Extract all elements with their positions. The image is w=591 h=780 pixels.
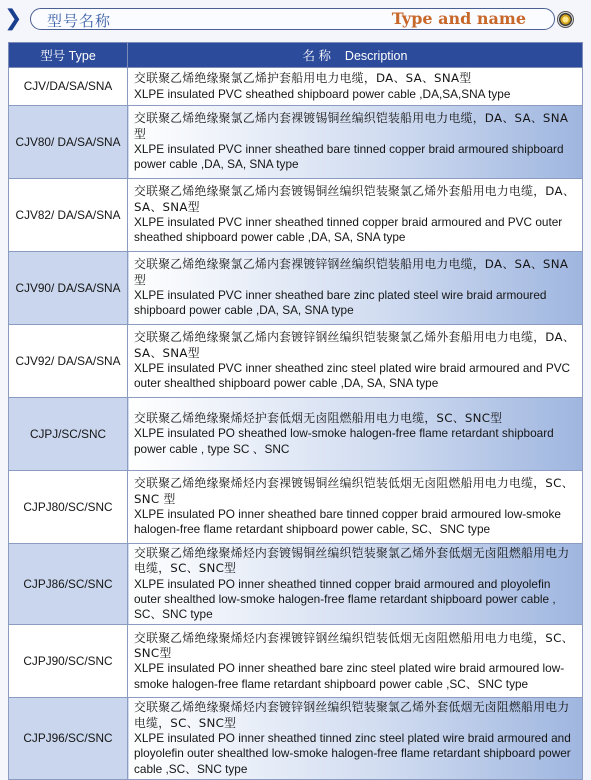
cable-description bbox=[128, 398, 583, 471]
table-row bbox=[9, 544, 583, 625]
table-header-row bbox=[9, 43, 583, 68]
description-cn: 交联聚乙烯绝缘聚烯烃内套裸镀锌钢丝编织铠装低烟无卤阻燃船用电力电缆，SC、SNC型 bbox=[134, 630, 574, 661]
page-title-cn: 型号名称 bbox=[47, 12, 112, 30]
cable-description bbox=[128, 68, 583, 106]
description-en: XLPE insulated PO inner sheathed bare zinc steel plated wire braid armoured low-smoke halogen-free flame retardant shipboard power cable ,SC、SNC type bbox=[134, 661, 565, 691]
description-en: XLPE insulated PO sheathed low-smoke halogen-free flame retardant shipboard power cable , type SC 、SNC bbox=[134, 426, 554, 456]
description-cn: 交联聚乙烯绝缘聚烯烃护套低烟无卤阻燃船用电力电缆，SC、SNC型 bbox=[134, 411, 503, 426]
description-cn: 交联聚乙烯绝缘聚氯乙烯内套裸镀锡铜丝编织铠装船用电力电缆，DA、SA、SNA 型 bbox=[134, 111, 569, 141]
cable-model: CJV92/ DA/SA/SNA bbox=[9, 325, 128, 398]
description-cn: 交联聚乙烯绝缘聚氯乙烯内套裸镀锌钢丝编织铠装船用电力电缆，DA、SA、SNA 型 bbox=[134, 257, 569, 287]
table-row bbox=[9, 698, 583, 779]
cable-model: CJV82/ DA/SA/SNA bbox=[9, 179, 128, 252]
page-header bbox=[0, 0, 591, 38]
cable-description bbox=[128, 252, 583, 325]
table-row bbox=[9, 625, 583, 698]
title-bar bbox=[30, 8, 555, 30]
chevron-right-icon: ❯ bbox=[4, 5, 23, 30]
cable-model: CJPJ90/SC/SNC bbox=[9, 625, 128, 698]
cable-description bbox=[128, 179, 583, 252]
description-en: XLPE insulated PVC inner sheathed bare zinc plated steel wire braid armoured shipboard power cable ,DA, SA, SNA type bbox=[134, 288, 547, 318]
table-row bbox=[9, 471, 583, 544]
description-en: XLPE insulated PO inner sheathed tinned copper braid armoured and ployolefin outer shealthed low-smoke halogen-free flame retardant shipboard power cable , SC、SNC type bbox=[134, 576, 556, 622]
description-en: XLPE insulated PVC sheathed shipboard power cable ,DA,SA,SNA type bbox=[134, 86, 511, 101]
cable-description bbox=[128, 544, 583, 625]
table-row bbox=[9, 398, 583, 471]
table-row bbox=[9, 252, 583, 325]
cable-description bbox=[128, 625, 583, 698]
table-row bbox=[9, 325, 583, 398]
description-en: XLPE insulated PO inner sheathed tinned zinc steel plated wire braid armoured and ployolefin outer shealthed low-smoke halogen-free flame retardant shipboard power cable ,SC、SNC type bbox=[134, 731, 571, 776]
description-cn: 交联聚乙烯绝缘聚烯烃内套裸镀锡铜丝编织铠装低烟无卤阻燃船用电力电缆，SC、SNC 型 bbox=[134, 476, 574, 506]
cable-description bbox=[128, 698, 583, 779]
gear-icon bbox=[557, 11, 574, 28]
description-en: XLPE insulated PVC inner sheathed bare tinned copper braid armoured shipboard power cable ,DA, SA, SNA type bbox=[134, 142, 564, 172]
cable-model: CJV80/ DA/SA/SNA bbox=[9, 106, 128, 179]
cable-description bbox=[128, 325, 583, 398]
cable-model: CJV/DA/SA/SNA bbox=[9, 68, 128, 106]
description-en: XLPE insulated PVC inner sheathed zinc steel plated wire braid armoured and PVC outer shealthed shipboard power cable ,DA, SA, SNA type bbox=[134, 361, 571, 391]
page-title-en: Type and name bbox=[391, 9, 526, 28]
description-cn: 交联聚乙烯绝缘聚氯乙烯护套船用电力电缆，DA、SA、SNA型 bbox=[134, 71, 472, 86]
column-header-description: 名 称 Description bbox=[128, 43, 583, 68]
table-row bbox=[9, 106, 583, 179]
description-cn: 交联聚乙烯绝缘聚烯烃内套镀锌钢丝编织铠装聚氯乙烯外套低烟无卤阻燃船用电力电缆，SC、SNC型 bbox=[134, 700, 570, 730]
description-en: XLPE insulated PO inner sheathed bare tinned copper braid armoured low-smoke halogen-free flame retardant shipboard power cable, SC、SNC type bbox=[134, 507, 561, 537]
description-cn: 交联聚乙烯绝缘聚烯烃内套镀锡铜丝编织铠装聚氯乙烯外套低烟无卤阻燃船用电力电缆，SC、SNC型 bbox=[134, 546, 570, 576]
cable-model: CJPJ96/SC/SNC bbox=[9, 698, 128, 779]
cable-model: CJPJ86/SC/SNC bbox=[9, 544, 128, 625]
description-en: XLPE insulated PVC inner sheathed tinned copper braid armoured and PVC outer sheathed shipboard power cable ,DA, SA, SNA type bbox=[134, 215, 563, 245]
description-cn: 交联聚乙烯绝缘聚氯乙烯内套镀锡铜丝编织铠装聚氯乙烯外套船用电力电缆，DA、SA、SNA型 bbox=[134, 184, 575, 214]
cable-description bbox=[128, 471, 583, 544]
cable-model: CJPJ80/SC/SNC bbox=[9, 471, 128, 544]
cable-model: CJV90/ DA/SA/SNA bbox=[9, 252, 128, 325]
table-row bbox=[9, 68, 583, 106]
column-header-type: 型号 Type bbox=[9, 43, 128, 68]
cable-description bbox=[128, 106, 583, 179]
table-row bbox=[9, 179, 583, 252]
cable-model: CJPJ/SC/SNC bbox=[9, 398, 128, 471]
cable-type-table bbox=[8, 42, 583, 780]
description-cn: 交联聚乙烯绝缘聚氯乙烯内套镀锌钢丝编织铠装聚氯乙烯外套船用电力电缆，DA、SA、SNA型 bbox=[134, 330, 575, 360]
